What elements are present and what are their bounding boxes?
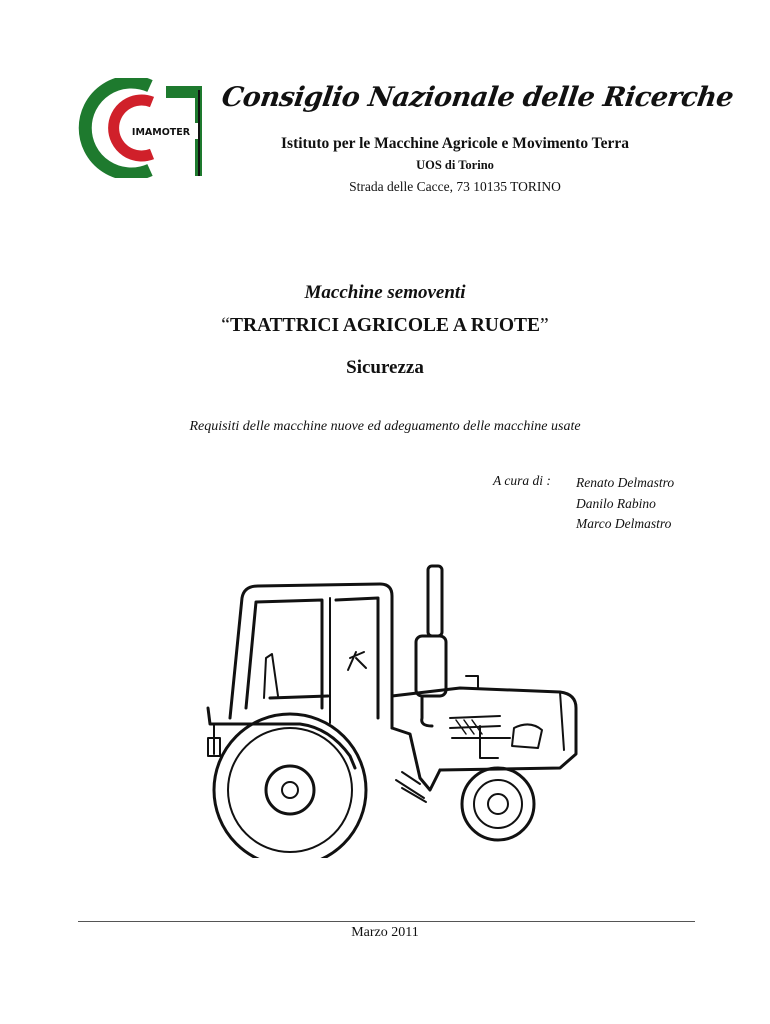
document-category: Macchine semoventi [304, 282, 466, 303]
authors-list [576, 473, 674, 535]
document-title [0, 315, 770, 337]
title-text: TRATTRICI AGRICOLE A RUOTE [229, 315, 541, 336]
footer-divider [78, 921, 695, 922]
requirements-line: Requisiti delle macchine nuove ed adeguamento delle macchine usate [189, 419, 581, 434]
title-close-quote: ” [540, 315, 549, 336]
logo-text: IMAMOTER [131, 127, 191, 138]
organization-name: Consiglio Nazionale delle Ricerche [219, 82, 736, 113]
institute-name: Istituto per le Macchine Agricole e Movimento Terra [281, 135, 629, 152]
title-open-quote: “ [221, 315, 230, 336]
author-name: Danilo Rabino [576, 495, 656, 511]
author-name: Renato Delmastro [576, 475, 675, 490]
address: Strada delle Cacce, 73 10135 TORINO [349, 179, 561, 194]
unit-name: UOS di Torino [416, 158, 494, 172]
document-subtitle: Sicurezza [346, 357, 424, 378]
credits-label: A cura di : [493, 473, 551, 488]
author-name: Marco Delmastro [576, 516, 672, 531]
tractor-illustration [180, 558, 580, 858]
publication-date: Marzo 2011 [351, 925, 419, 940]
